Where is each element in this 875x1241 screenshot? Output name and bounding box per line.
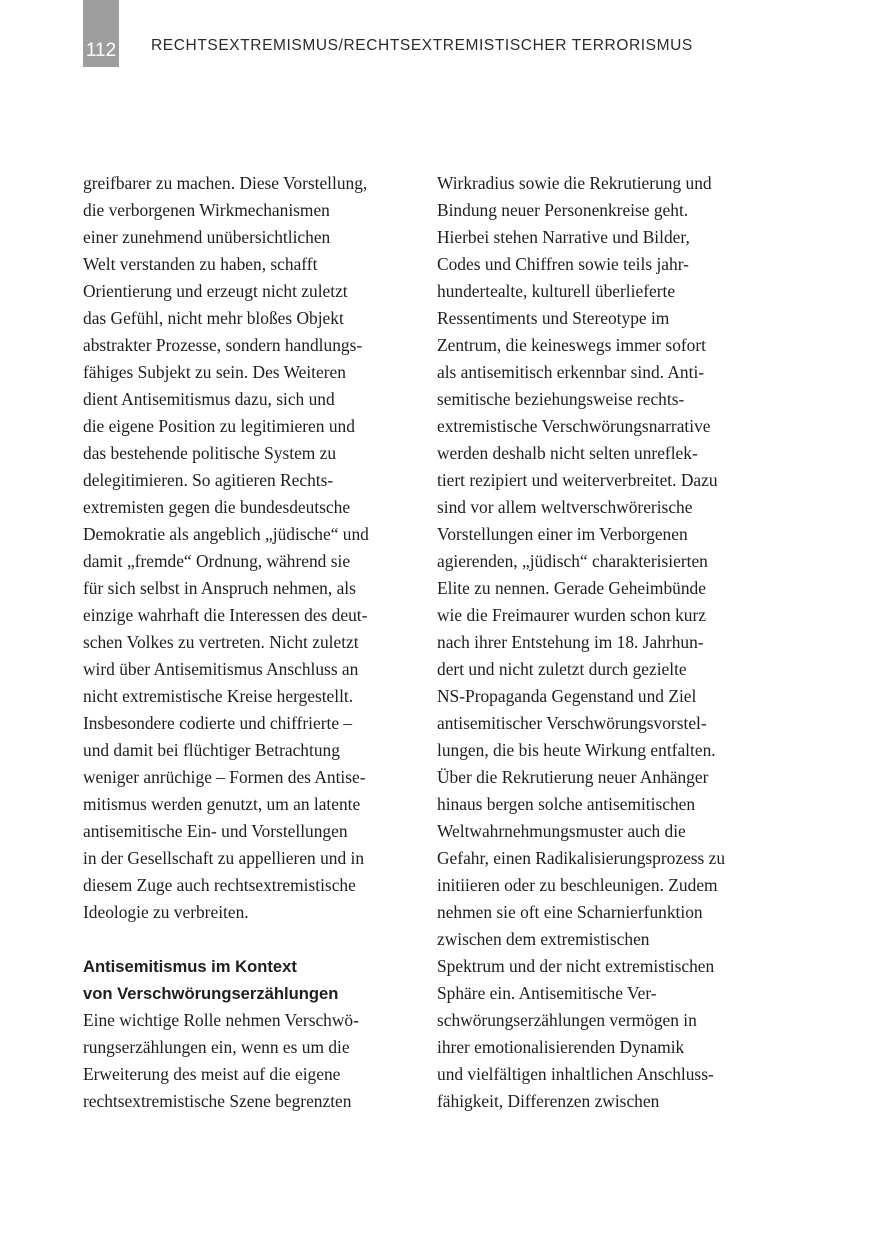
text-line: extremistische Verschwörungsnarrative — [437, 416, 711, 436]
text-line: fähiges Subjekt zu sein. Des Weiteren — [83, 362, 346, 382]
text-line: werden deshalb nicht selten unreflek- — [437, 443, 698, 463]
text-line: einzige wahrhaft die Interessen des deut- — [83, 605, 368, 625]
left-column — [83, 170, 413, 1115]
text-line: in der Gesellschaft zu appellieren und in — [83, 848, 365, 868]
text-line: abstrakter Prozesse, sondern handlungs- — [83, 335, 363, 355]
text-line: Insbesondere codierte und chiffrierte – — [83, 713, 353, 733]
text-line: schen Volkes zu vertreten. Nicht zuletzt — [83, 632, 359, 652]
text-line: sind vor allem weltverschwörerische — [437, 497, 693, 517]
text-line: Ressentiments und Stereotype im — [437, 308, 670, 328]
text-line: für sich selbst in Anspruch nehmen, als — [83, 578, 356, 598]
text-line: semitische beziehungsweise rechts- — [437, 389, 685, 409]
text-line: agierenden, „jüdisch“ charakterisierten — [437, 551, 708, 571]
text-line: Sphäre ein. Antisemitische Ver- — [437, 983, 657, 1003]
text-line: damit „fremde“ Ordnung, während sie — [83, 551, 351, 571]
text-line: Vorstellungen einer im Verborgenen — [437, 524, 688, 544]
text-line: delegitimieren. So agitieren Rechts- — [83, 470, 334, 490]
text-line: Wirkradius sowie die Rekrutierung und — [437, 173, 712, 193]
text-line: extremisten gegen die bundesdeutsche — [83, 497, 351, 517]
text-line: weniger anrüchige – Formen des Antise- — [83, 767, 366, 787]
text-line: Bindung neuer Personenkreise geht. — [437, 200, 689, 220]
text-line: Hierbei stehen Narrative und Bilder, — [437, 227, 690, 247]
text-line: nehmen sie oft eine Scharnierfunktion — [437, 902, 703, 922]
text-line: antisemitischer Verschwörungsvorstel- — [437, 713, 707, 733]
text-line: die verborgenen Wirkmechanismen — [83, 200, 330, 220]
section-heading — [83, 953, 413, 1007]
text-line: Spektrum und der nicht extremistischen — [437, 956, 715, 976]
heading-line: von Verschwörungserzählungen — [83, 984, 339, 1003]
text-line: tiert rezipiert und weiterverbreitet. Dazu — [437, 470, 718, 490]
text-line: zwischen dem extremistischen — [437, 929, 650, 949]
text-line: die eigene Position zu legitimieren und — [83, 416, 355, 436]
text-line: Erweiterung des meist auf die eigene — [83, 1064, 341, 1084]
text-line: initiieren oder zu beschleunigen. Zudem — [437, 875, 718, 895]
text-line: das Gefühl, nicht mehr bloßes Objekt — [83, 308, 344, 328]
text-line: wie die Freimaurer wurden schon kurz — [437, 605, 706, 625]
text-line: Zentrum, die keineswegs immer sofort — [437, 335, 707, 355]
page-number: 112 — [85, 40, 117, 61]
text-line: Welt verstanden zu haben, schafft — [83, 254, 318, 274]
text-line: einer zunehmend unübersichtlichen — [83, 227, 331, 247]
text-line: als antisemitisch erkennbar sind. Anti- — [437, 362, 705, 382]
text-line: und damit bei flüchtiger Betrachtung — [83, 740, 340, 760]
text-line: und vielfältigen inhaltlichen Anschluss- — [437, 1064, 714, 1084]
text-line: mitismus werden genutzt, um an latente — [83, 794, 361, 814]
right-column — [437, 170, 767, 1115]
page-number-tab — [83, 0, 119, 67]
text-line: dient Antisemitismus dazu, sich und — [83, 389, 335, 409]
text-line: Ideologie zu verbreiten. — [83, 902, 249, 922]
text-line: hinaus bergen solche antisemitischen — [437, 794, 696, 814]
text-line: schwörungserzählungen vermögen in — [437, 1010, 697, 1030]
text-line: Gefahr, einen Radikalisierungsprozess zu — [437, 848, 726, 868]
text-line: diesem Zuge auch rechtsextremistische — [83, 875, 356, 895]
text-line: fähigkeit, Differenzen zwischen — [437, 1091, 660, 1111]
text-line: Demokratie als angeblich „jüdische“ und — [83, 524, 369, 544]
text-line: Orientierung und erzeugt nicht zuletzt — [83, 281, 348, 301]
text-line: ihrer emotionalisierenden Dynamik — [437, 1037, 685, 1057]
text-line: NS-Propaganda Gegenstand und Ziel — [437, 686, 697, 706]
text-line: Weltwahrnehmungsmuster auch die — [437, 821, 686, 841]
paragraph-2 — [83, 1007, 413, 1115]
text-line: hundertealte, kulturell überlieferte — [437, 281, 676, 301]
text-line: Codes und Chiffren sowie teils jahr- — [437, 254, 689, 274]
heading-line: Antisemitismus im Kontext — [83, 957, 297, 976]
text-line: dert und nicht zuletzt durch gezielte — [437, 659, 687, 679]
text-line: Elite zu nennen. Gerade Geheimbünde — [437, 578, 706, 598]
paragraph-gap — [83, 926, 413, 953]
text-line: nicht extremistische Kreise hergestellt. — [83, 686, 354, 706]
text-line: greifbarer zu machen. Diese Vorstellung, — [83, 173, 368, 193]
text-line: rungserzählungen ein, wenn es um die — [83, 1037, 350, 1057]
text-line: lungen, die bis heute Wirkung entfalten. — [437, 740, 716, 760]
text-line: nach ihrer Entstehung im 18. Jahrhun- — [437, 632, 704, 652]
text-line: rechtsextremistische Szene begrenzten — [83, 1091, 352, 1111]
text-line: wird über Antisemitismus Anschluss an — [83, 659, 359, 679]
running-head: RECHTSEXTREMISMUS/RECHTSEXTREMISTISCHER TERRORISMUS — [151, 37, 693, 54]
text-line: Über die Rekrutierung neuer Anhänger — [437, 767, 709, 787]
text-line: Eine wichtige Rolle nehmen Verschwö- — [83, 1010, 359, 1030]
text-line: das bestehende politische System zu — [83, 443, 337, 463]
paragraph-1 — [83, 170, 413, 926]
text-line: antisemitische Ein- und Vorstellungen — [83, 821, 348, 841]
